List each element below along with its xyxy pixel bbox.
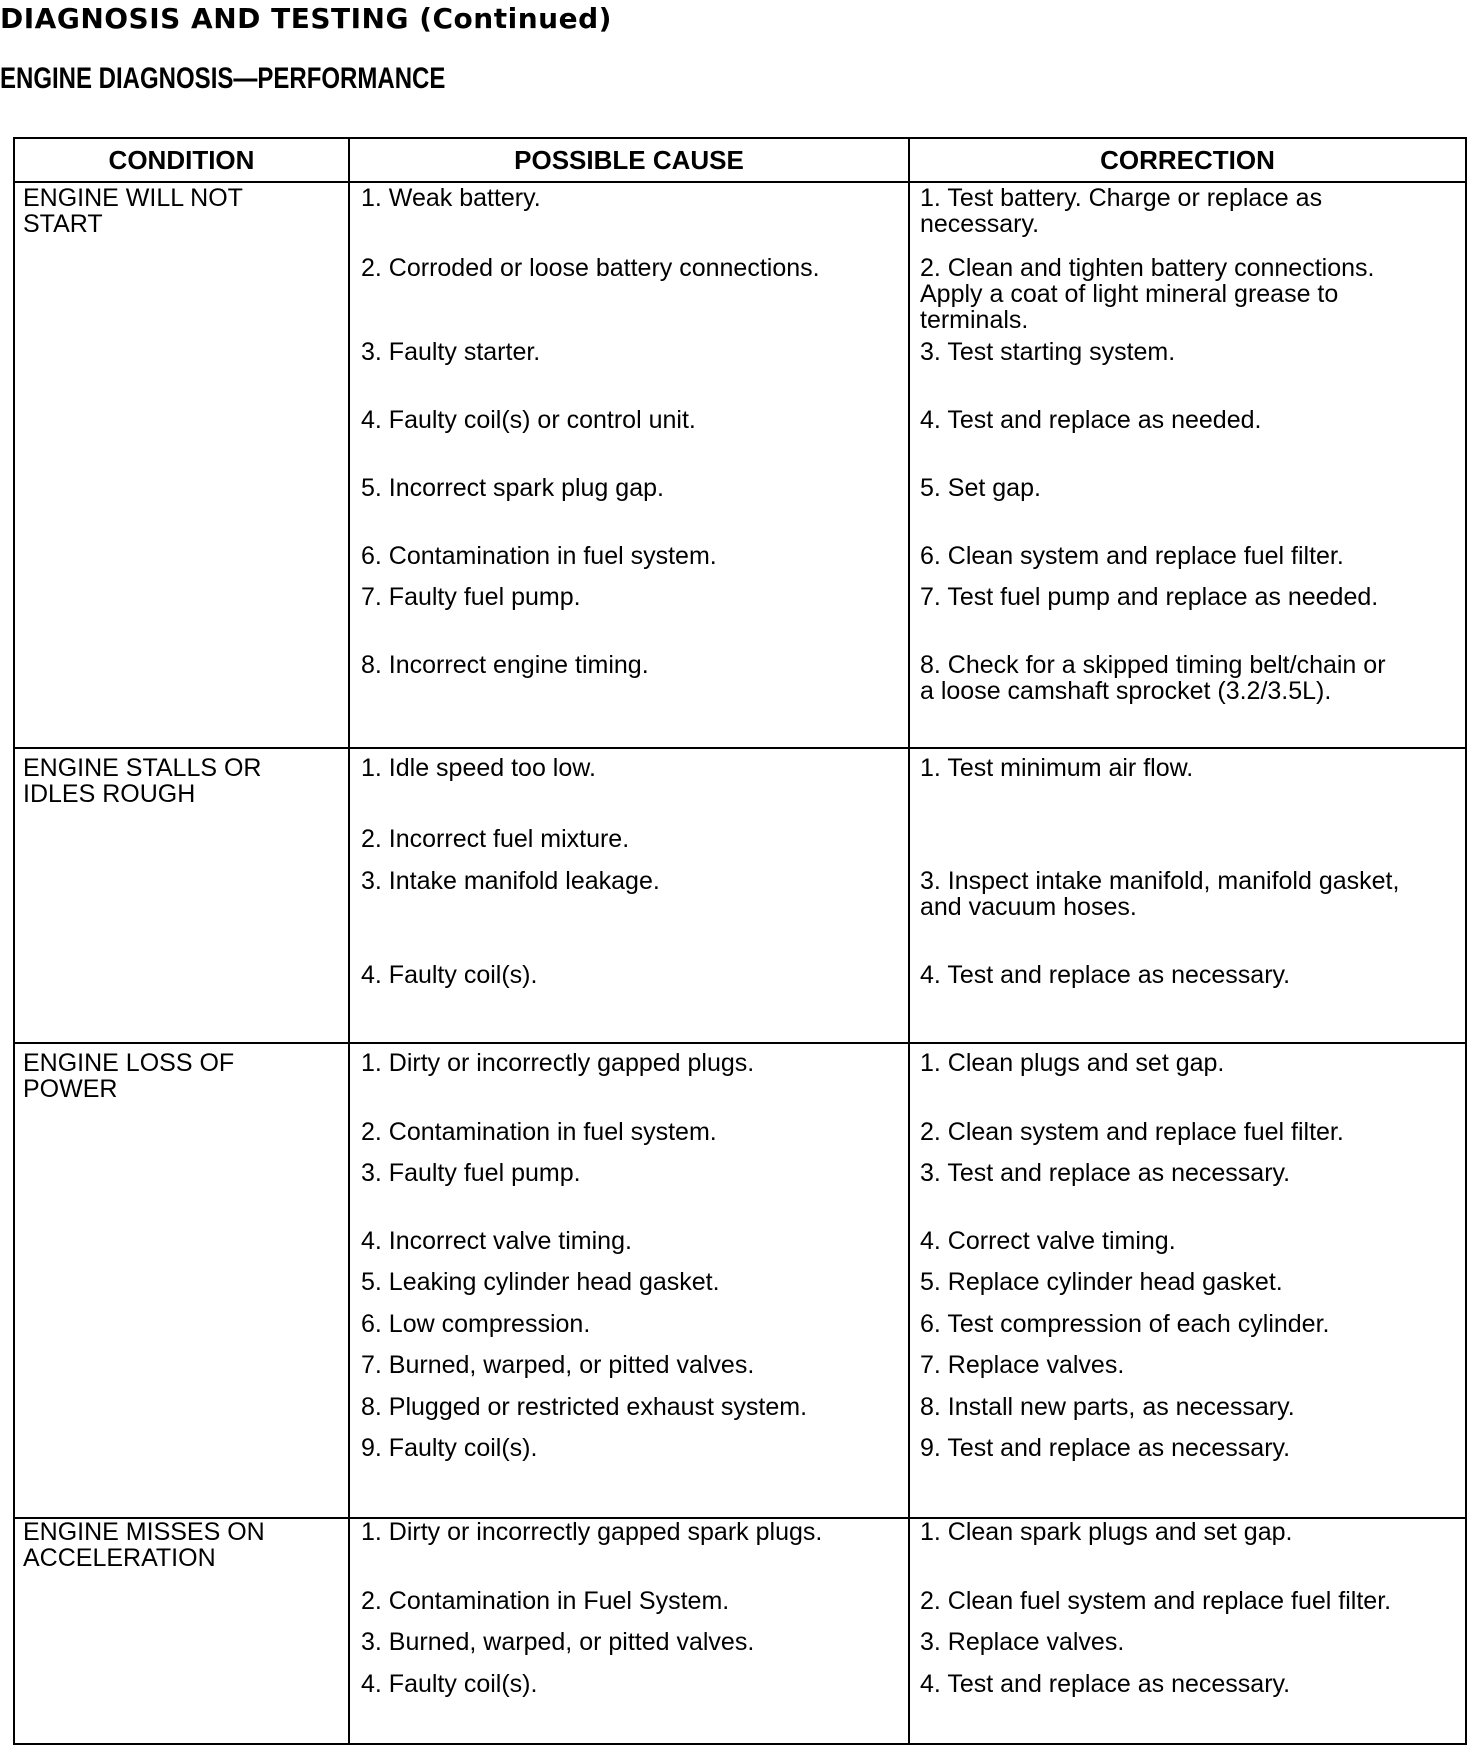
diagnosis-table [13,137,1467,1745]
cell-line: 3. Test and replace as necessary. [920,1159,1291,1187]
correction-item [920,1228,1176,1254]
cell-line: 5. Set gap. [920,474,1041,502]
cell-line: Apply a coat of light mineral grease to [920,280,1339,308]
correction-item [920,543,1344,569]
cause-item [361,1435,537,1461]
correction-item [920,1050,1224,1076]
header-condition: CONDITION [108,145,255,175]
cell-line: 5. Incorrect spark plug gap. [361,474,664,502]
correction-item [920,755,1193,781]
cell-line: 2. Corroded or loose battery connections. [361,254,820,282]
cell-line: 8. Plugged or restricted exhaust system. [361,1393,808,1421]
correction-item [920,584,1378,610]
cell-line: 4. Faulty coil(s). [361,1670,538,1698]
cell-line: 5. Replace cylinder head gasket. [920,1268,1283,1296]
correction-item [920,1119,1344,1145]
correction-item [920,475,1041,501]
cell-line: 4. Faulty coil(s) or control unit. [361,406,696,434]
cell-line: 7. Faulty fuel pump. [361,583,581,611]
cell-line: ENGINE LOSS OF [23,1049,235,1077]
condition-cell [23,1519,265,1571]
correction-item [920,962,1290,988]
cell-line: 6. Clean system and replace fuel filter. [920,542,1344,570]
cell-line: 3. Replace valves. [920,1628,1125,1656]
section-title: DIAGNOSIS AND TESTING (Continued) [0,2,612,35]
correction-item [920,407,1261,433]
cause-item [361,1352,754,1378]
cell-line: terminals. [920,306,1029,334]
cause-item [361,1588,729,1614]
cause-item [361,1519,822,1545]
cell-line: 1. Weak battery. [361,184,541,212]
cause-item [361,1160,581,1186]
cell-line: 6. Contamination in fuel system. [361,542,717,570]
cell-line: 7. Burned, warped, or pitted valves. [361,1351,755,1379]
cell-line: 1. Idle speed too low. [361,754,596,782]
cause-item [361,1311,590,1337]
correction-item [920,1394,1295,1420]
header-divider [15,181,1465,183]
cell-line: 3. Faulty starter. [361,338,541,366]
correction-item [920,185,1322,237]
cell-line: 4. Test and replace as necessary. [920,1670,1291,1698]
cause-item [361,962,537,988]
cause-item [361,755,596,781]
cell-line: 2. Clean system and replace fuel filter. [920,1118,1344,1146]
correction-item [920,1160,1290,1186]
cell-line: 2. Clean fuel system and replace fuel filter. [920,1587,1392,1615]
cell-line: 9. Faulty coil(s). [361,1434,538,1462]
cause-item [361,1050,754,1076]
cell-line: 6. Low compression. [361,1310,591,1338]
cell-line: ENGINE STALLS OR [23,754,262,782]
cell-line: 3. Inspect intake manifold, manifold gasket, [920,867,1400,895]
cell-line: IDLES ROUGH [23,780,196,808]
cell-line: 8. Incorrect engine timing. [361,651,649,679]
cause-item [361,868,660,894]
cause-item [361,1394,807,1420]
header-possible-cause: POSSIBLE CAUSE [514,145,744,175]
correction-item [920,1435,1290,1461]
correction-item [920,1269,1283,1295]
cell-line: 4. Test and replace as needed. [920,406,1262,434]
cell-line: 7. Test fuel pump and replace as needed. [920,583,1379,611]
cause-item [361,1119,717,1145]
cell-line: 2. Clean and tighten battery connections. [920,254,1375,282]
cell-line: 1. Test battery. Charge or replace as [920,184,1323,212]
row-divider [15,747,1465,749]
cause-item [361,475,664,501]
correction-item [920,1671,1290,1697]
cell-line: 1. Dirty or incorrectly gapped spark plugs. [361,1518,823,1546]
cell-line: 2. Contamination in Fuel System. [361,1587,730,1615]
cell-line: 4. Correct valve timing. [920,1227,1176,1255]
row-divider [15,1042,1465,1044]
cell-line: 4. Test and replace as necessary. [920,961,1291,989]
cell-line: 3. Test starting system. [920,338,1176,366]
cell-line: 3. Intake manifold leakage. [361,867,660,895]
condition-cell [23,185,243,237]
cell-line: START [23,210,103,238]
cause-item [361,1629,754,1655]
cell-line: 1. Clean plugs and set gap. [920,1049,1225,1077]
cause-item [361,584,581,610]
cell-line: ENGINE MISSES ON [23,1518,265,1546]
cell-line: 7. Replace valves. [920,1351,1125,1379]
cell-line: 3. Faulty fuel pump. [361,1159,581,1187]
cell-line: 2. Incorrect fuel mixture. [361,825,630,853]
correction-item [920,1519,1292,1545]
cell-line: a loose camshaft sprocket (3.2/3.5L). [920,677,1332,705]
cell-line: 1. Clean spark plugs and set gap. [920,1518,1293,1546]
cell-line: POWER [23,1075,118,1103]
cause-item [361,652,649,678]
cell-line: 1. Test minimum air flow. [920,754,1194,782]
cell-line: 6. Test compression of each cylinder. [920,1310,1330,1338]
cause-item [361,1671,537,1697]
cause-item [361,339,540,365]
cause-item [361,826,629,852]
subsection-title: ENGINE DIAGNOSIS—PERFORMANCE [0,62,446,95]
condition-cell [23,755,262,807]
cause-item [361,543,717,569]
correction-item [920,1629,1124,1655]
cause-item [361,1269,720,1295]
cell-line: 1. Dirty or incorrectly gapped plugs. [361,1049,755,1077]
cell-line: and vacuum hoses. [920,893,1137,921]
correction-item [920,339,1175,365]
cell-line: 8. Install new parts, as necessary. [920,1393,1295,1421]
column-divider [348,139,350,1743]
condition-cell [23,1050,234,1102]
cell-line: ACCELERATION [23,1544,216,1572]
cell-line: 4. Incorrect valve timing. [361,1227,632,1255]
cell-line: 8. Check for a skipped timing belt/chain or [920,651,1386,679]
cause-item [361,255,820,281]
correction-item [920,255,1374,333]
cell-line: 5. Leaking cylinder head gasket. [361,1268,720,1296]
correction-item [920,1311,1329,1337]
cell-line: 4. Faulty coil(s). [361,961,538,989]
cell-line: 3. Burned, warped, or pitted valves. [361,1628,755,1656]
cell-line: 9. Test and replace as necessary. [920,1434,1291,1462]
column-divider [908,139,910,1743]
cause-item [361,407,696,433]
cell-line: necessary. [920,210,1040,238]
header-correction: CORRECTION [1100,145,1275,175]
cell-line: 2. Contamination in fuel system. [361,1118,717,1146]
cell-line: ENGINE WILL NOT [23,184,243,212]
correction-item [920,868,1399,920]
cause-item [361,1228,632,1254]
correction-item [920,1352,1124,1378]
correction-item [920,1588,1391,1614]
cause-item [361,185,541,211]
correction-item [920,652,1386,704]
